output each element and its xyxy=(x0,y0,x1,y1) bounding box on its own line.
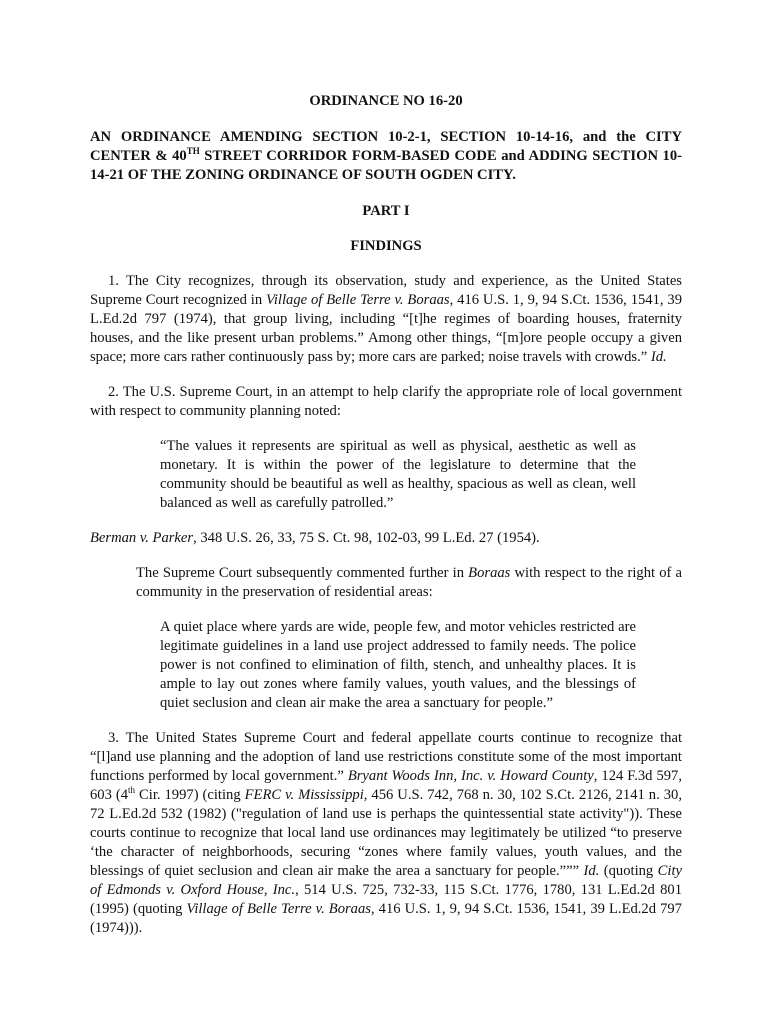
finding-3-text-f: , 514 U.S. 725, 732-33, 115 S.Ct. 1776, 1780, 131 L.Ed.2d 801 (1995) (quoting xyxy=(90,882,682,917)
finding-paragraph-2: 2. The U.S. Supreme Court, in an attempt to help clarify the appropriate role of local government with respect to community planning noted: xyxy=(90,384,682,419)
finding-3-text-c: Cir. 1997) (citing xyxy=(135,787,245,803)
finding-paragraph-1 xyxy=(90,272,682,367)
heading-text-1: AN ORDINANCE AMENDING SECTION 10-2-1, SECTION 10-14-16, and the CITY CENTER & 40 xyxy=(90,129,682,164)
finding-3-text-d: , 456 U.S. 742, 768 n. 30, 102 S.Ct. 2126, 2141 n. 30, 72 L.Ed.2d 532 (1982) ("regulation of land use is perhaps the quintessential state activity")). These courts continue to recognize that local land use ordinances may legitimately be utilized “to preserve ‘the character of neighborhoods, securing “zones where family values, youth values, and the blessings of quiet seclusion and clean air make the area a sanctuary for people.””” xyxy=(90,787,682,879)
finding-3-case-bryant: Bryant Woods Inn, Inc. v. Howard County xyxy=(347,768,594,784)
finding-3-text-e: (quoting xyxy=(599,863,658,879)
finding-3-superscript: th xyxy=(128,785,136,796)
finding-3-text-a: 3. The United States Supreme Court and federal appellate courts continue to recognize that “[l]and use planning and the adoption of land use restrictions constitute some of the most important functions performed by local government.” xyxy=(90,730,682,784)
block-quote-2: A quiet place where yards are wide, people few, and motor vehicles restricted are legitimate guidelines in a land use project addressed to family needs. The police power is not confined to elimination of filth, stench, and unhealthy places. It is ample to lay out zones where family values, youth values, and the blessings of quiet seclusion and clean air make the area a sanctuary for people.” xyxy=(160,619,636,711)
finding-1-case-name: Village of Belle Terre v. Boraas xyxy=(266,292,450,308)
finding-3-text-b: , 124 F.3d 597, 603 (4 xyxy=(90,768,682,803)
finding-3-case-ferc: FERC v. Mississippi xyxy=(244,787,364,803)
heading-text-2: STREET CORRIDOR FORM-BASED CODE and ADDING SECTION 10-14-21 OF THE ZONING ORDINANCE OF SOUTH OGDEN CITY. xyxy=(90,148,683,183)
finding-1-id: Id. xyxy=(650,349,667,365)
boraas-text-b: with respect to the right of a community in the preservation of residential areas: xyxy=(136,565,683,600)
findings-heading: FINDINGS xyxy=(350,238,422,254)
heading-superscript: TH xyxy=(186,146,200,157)
citation-rest: , 348 U.S. 26, 33, 75 S. Ct. 98, 102-03, 99 L.Ed. 27 (1954). xyxy=(193,530,540,546)
finding-3-case-belle-terre: Village of Belle Terre v. Boraas xyxy=(186,901,371,917)
boraas-paragraph xyxy=(136,564,682,602)
finding-paragraph-3 xyxy=(90,729,682,938)
finding-3-id: Id. xyxy=(583,863,600,879)
boraas-text-a: The Supreme Court subsequently commented further in xyxy=(136,565,469,581)
part-heading: PART I xyxy=(362,203,410,219)
block-quote-1: “The values it represents are spiritual as well as physical, aesthetic as well as monetary. It is within the power of the legislature to determine that the community should be beautiful as well as healthy, spacious as well as clean, well balanced as well as carefully patrolled.” xyxy=(160,438,636,511)
ordinance-title: ORDINANCE NO 16-20 xyxy=(309,93,463,109)
ordinance-heading xyxy=(90,128,682,185)
finding-3-text-g: , 416 U.S. 1, 9, 94 S.Ct. 1536, 1541, 39 L.Ed.2d 797 (1974))). xyxy=(90,901,682,936)
boraas-case-name: Boraas xyxy=(468,565,511,581)
finding-1-text-a: 1. The City recognizes, through its observation, study and experience, as the United States Supreme Court recognized in xyxy=(90,273,682,308)
citation-case-name: Berman v. Parker xyxy=(90,530,194,546)
finding-1-text-b: , 416 U.S. 1, 9, 94 S.Ct. 1536, 1541, 39 L.Ed.2d 797 (1974), that group living, including “[t]he regimes of boarding houses, fraternity houses, and the like present urban problems.” Among other things, “[m]ore people occupy a given space; more cars rather continuously pass by; more cars are parked; noise travels with crowds.” xyxy=(90,292,683,365)
document-page xyxy=(90,92,682,954)
finding-3-case-edmonds: City of Edmonds v. Oxford House, Inc. xyxy=(90,863,682,898)
citation-berman xyxy=(90,529,682,548)
